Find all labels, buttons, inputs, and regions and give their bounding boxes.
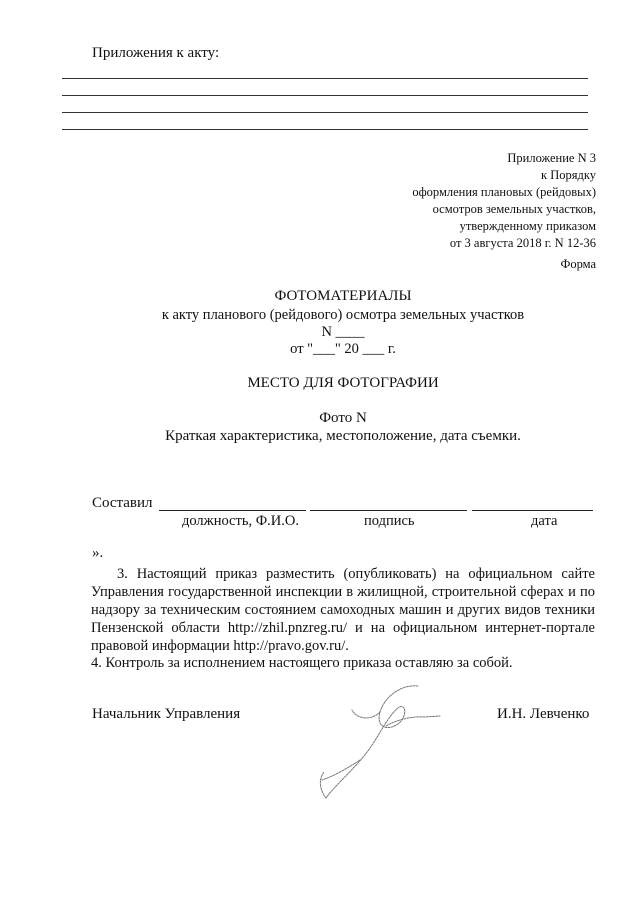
handwritten-signature [300, 672, 450, 807]
date-line [472, 510, 593, 511]
photo-label: Фото N [319, 410, 367, 426]
composed-label: Составил [92, 495, 153, 511]
appendix-header [412, 150, 596, 252]
signature-line [310, 510, 467, 511]
form-label: Форма [560, 257, 596, 271]
position-line [159, 510, 306, 511]
appendix-line: осмотров земельных участков, [432, 202, 596, 216]
signature-caption: подпись [364, 513, 415, 529]
form-title: ФОТОМАТЕРИАЛЫ [274, 288, 412, 304]
order-item-3: 3. Настоящий приказ разместить (опубликовать) на официальном сайте Управления государственной инспекции в жилищной, строительной сферах и по надзору за техническим состоянием самоходных машин и других видов техники Пензенской области http://zhil.pnzreg.ru/ и на официальном интернет-портале правовой информации http://pravo.gov.ru/. [91, 566, 595, 654]
appendix-line: к Порядку [541, 168, 596, 182]
form-number: N ____ [321, 324, 365, 340]
order-item-4: 4. Контроль за исполнением настоящего приказа оставляю за собой. [91, 655, 513, 671]
blank-line [62, 129, 588, 130]
date-caption: дата [531, 513, 558, 529]
appendix-line: от 3 августа 2018 г. N 12-36 [449, 236, 596, 250]
form-date: от "___" 20 ___ г. [290, 341, 396, 357]
appendix-line: оформления плановых (рейдовых) [412, 185, 596, 199]
form-subtitle: к акту планового (рейдового) осмотра земельных участков [161, 307, 525, 323]
photo-placeholder: МЕСТО ДЛЯ ФОТОГРАФИИ [247, 375, 439, 391]
photo-caption: Краткая характеристика, местоположение, дата съемки. [165, 428, 521, 444]
blank-line [62, 78, 588, 79]
appendix-line: утвержденному приказом [459, 219, 596, 233]
blank-line [62, 112, 588, 113]
closing-quote: ». [92, 545, 104, 561]
signatory-name: И.Н. Левченко [497, 706, 590, 722]
signatory-position: Начальник Управления [92, 706, 241, 722]
position-caption: должность, Ф.И.О. [182, 513, 299, 529]
attachments-title: Приложения к акту: [92, 45, 220, 61]
blank-line [62, 95, 588, 96]
appendix-line: Приложение N 3 [507, 151, 596, 165]
